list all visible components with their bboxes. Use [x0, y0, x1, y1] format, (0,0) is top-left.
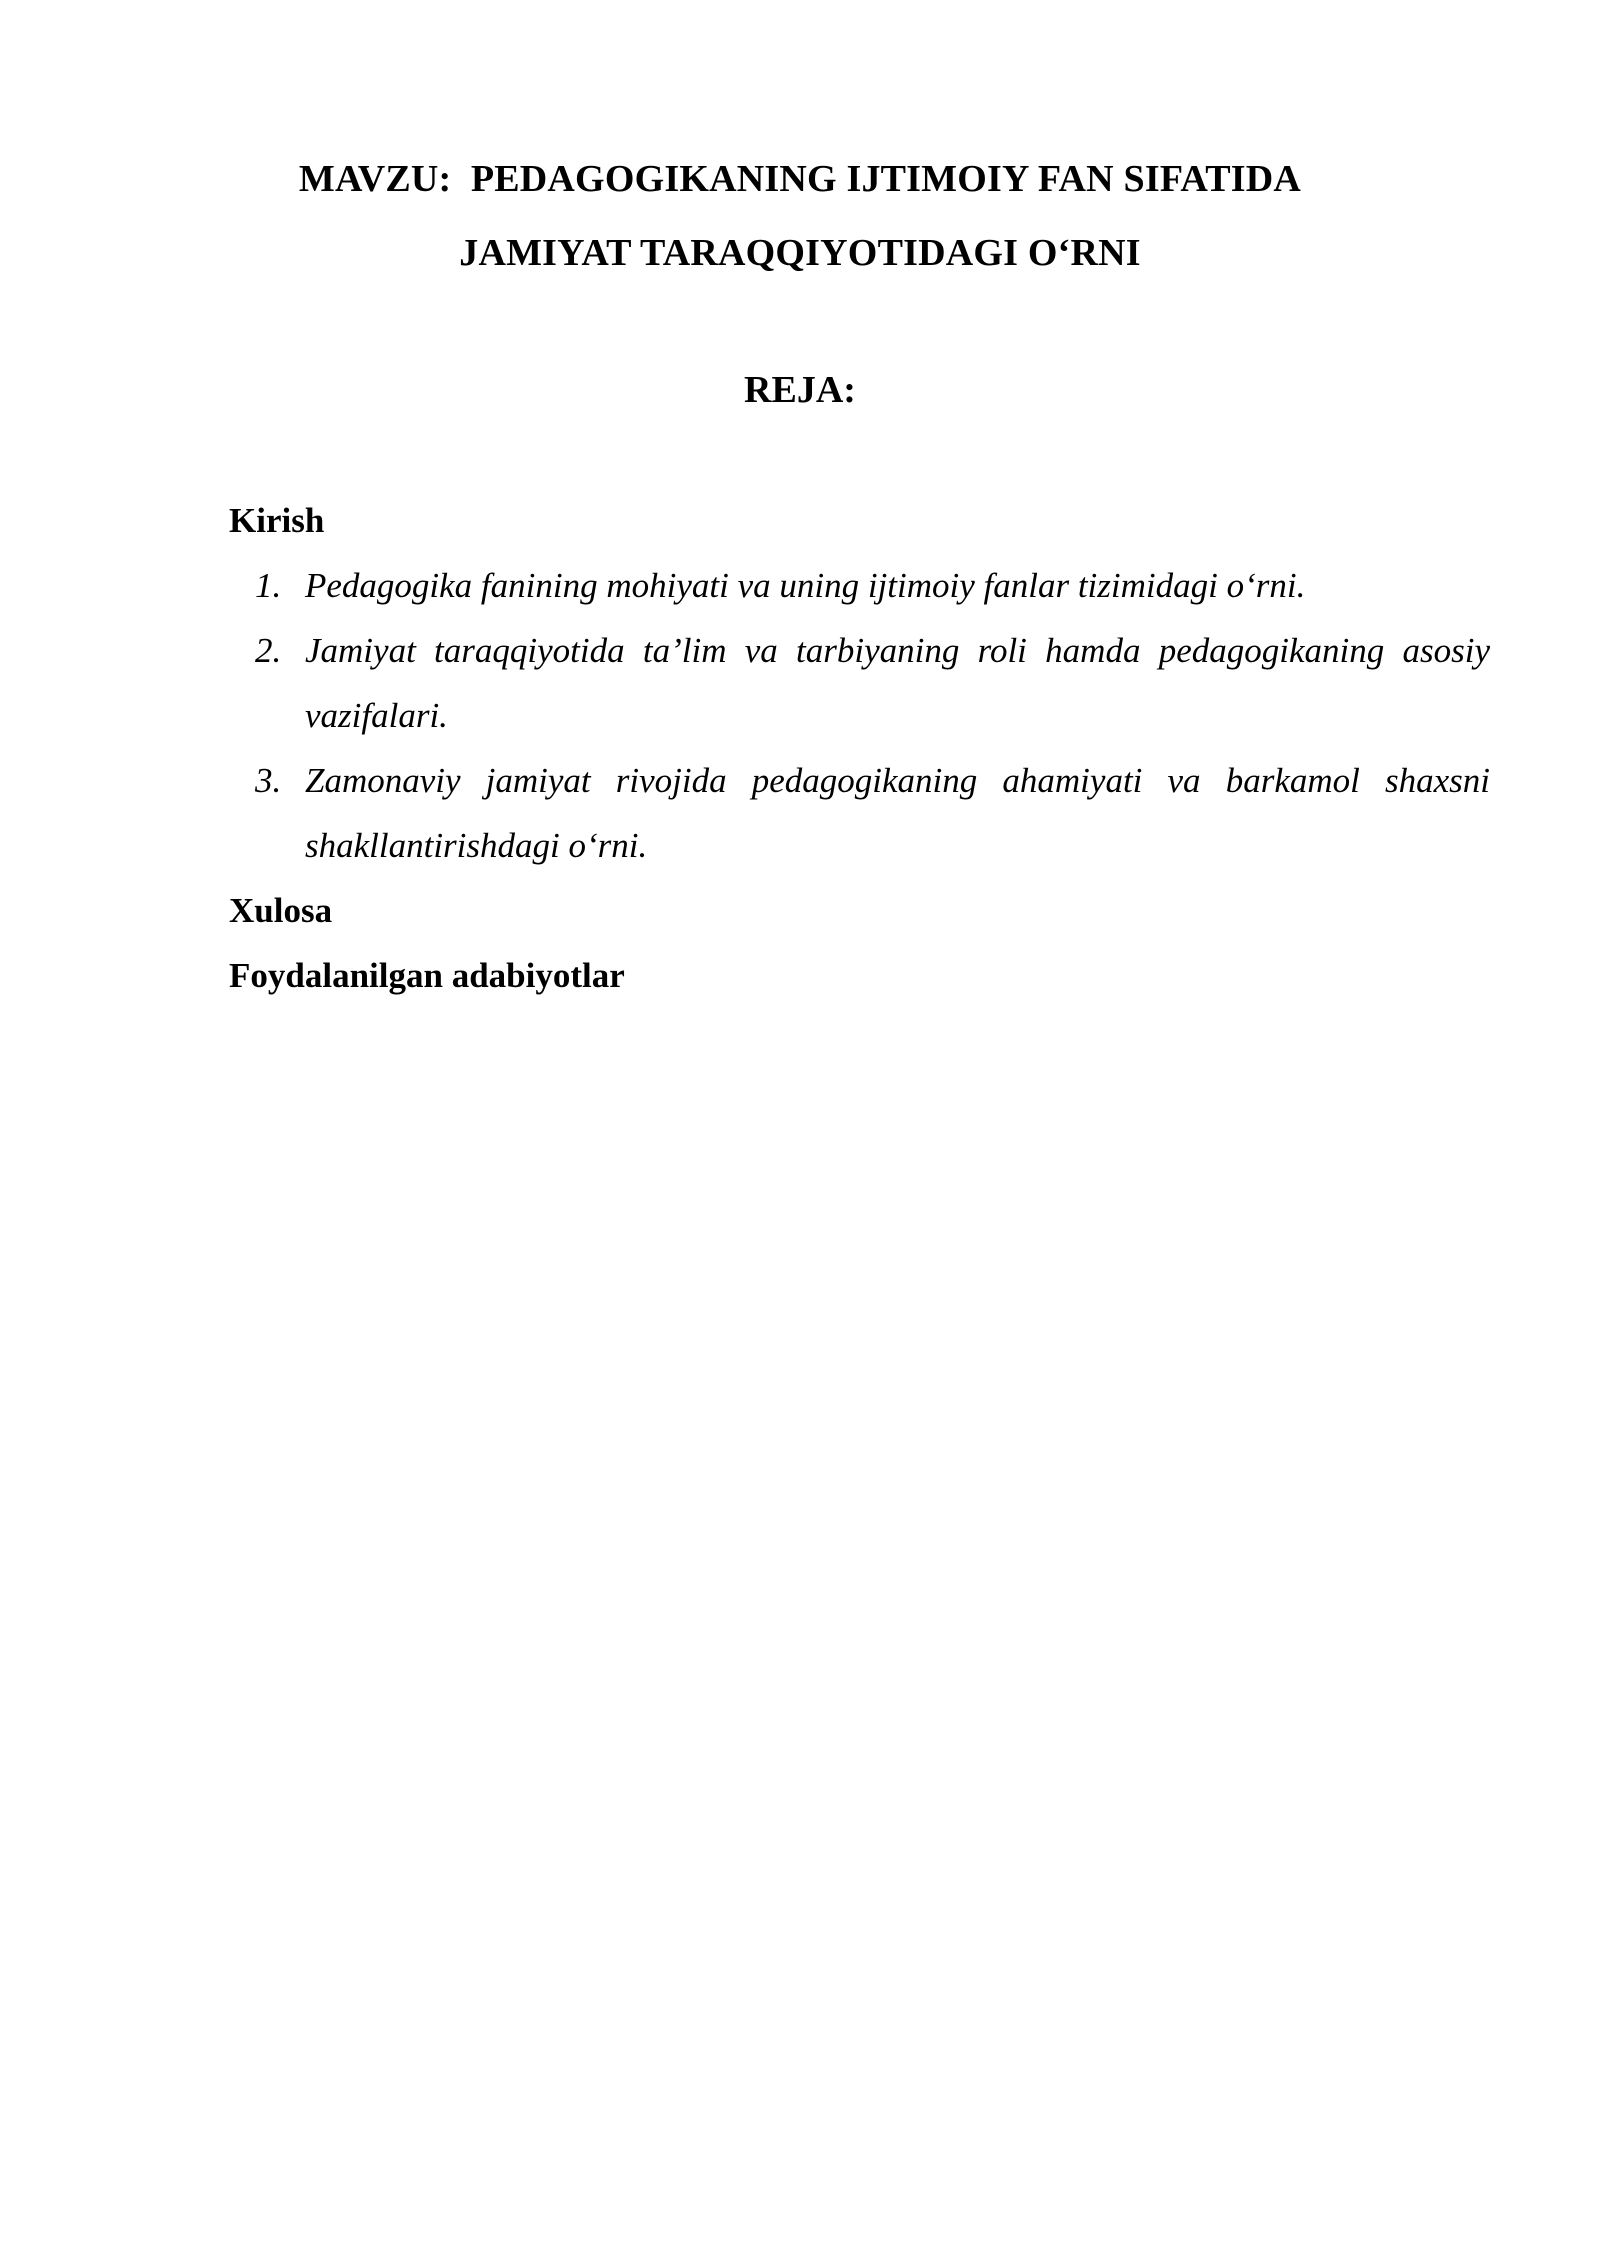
plan-item-2 — [229, 618, 1490, 748]
plan-item-1 — [229, 553, 1490, 618]
plan-item-text: Zamonaviy jamiyat rivojida pedagogikaning ahamiyati va barkamol shaxsni shakllantirishdagi o‘rni. — [305, 761, 1490, 865]
references-label: Foydalanilgan adabiyotlar — [229, 956, 625, 995]
conclusion-label: Xulosa — [229, 891, 333, 930]
plan-heading: REJA: — [744, 369, 856, 411]
title-line-2: JAMIYAT TARAQQIYOTIDAGI O‘RNI — [459, 232, 1141, 274]
plan-item-number: 3. — [255, 761, 282, 800]
plan-item-number: 1. — [255, 566, 282, 605]
plan-item-text: Jamiyat taraqqiyotida ta’lim va tarbiyaning roli hamda pedagogikaning asosiy vazifalari. — [305, 631, 1490, 735]
plan-list — [229, 553, 1490, 878]
plan-content — [229, 488, 1490, 1008]
document-title — [0, 142, 1600, 290]
plan-item-number: 2. — [255, 631, 282, 670]
plan-item-3 — [229, 748, 1490, 878]
intro-label: Kirish — [229, 501, 325, 540]
title-line-1: MAVZU: PEDAGOGIKANING IJTIMOIY FAN SIFATIDA — [298, 158, 1302, 200]
plan-item-text: Pedagogika fanining mohiyati va uning ijtimoiy fanlar tizimidagi o‘rni. — [305, 566, 1306, 605]
